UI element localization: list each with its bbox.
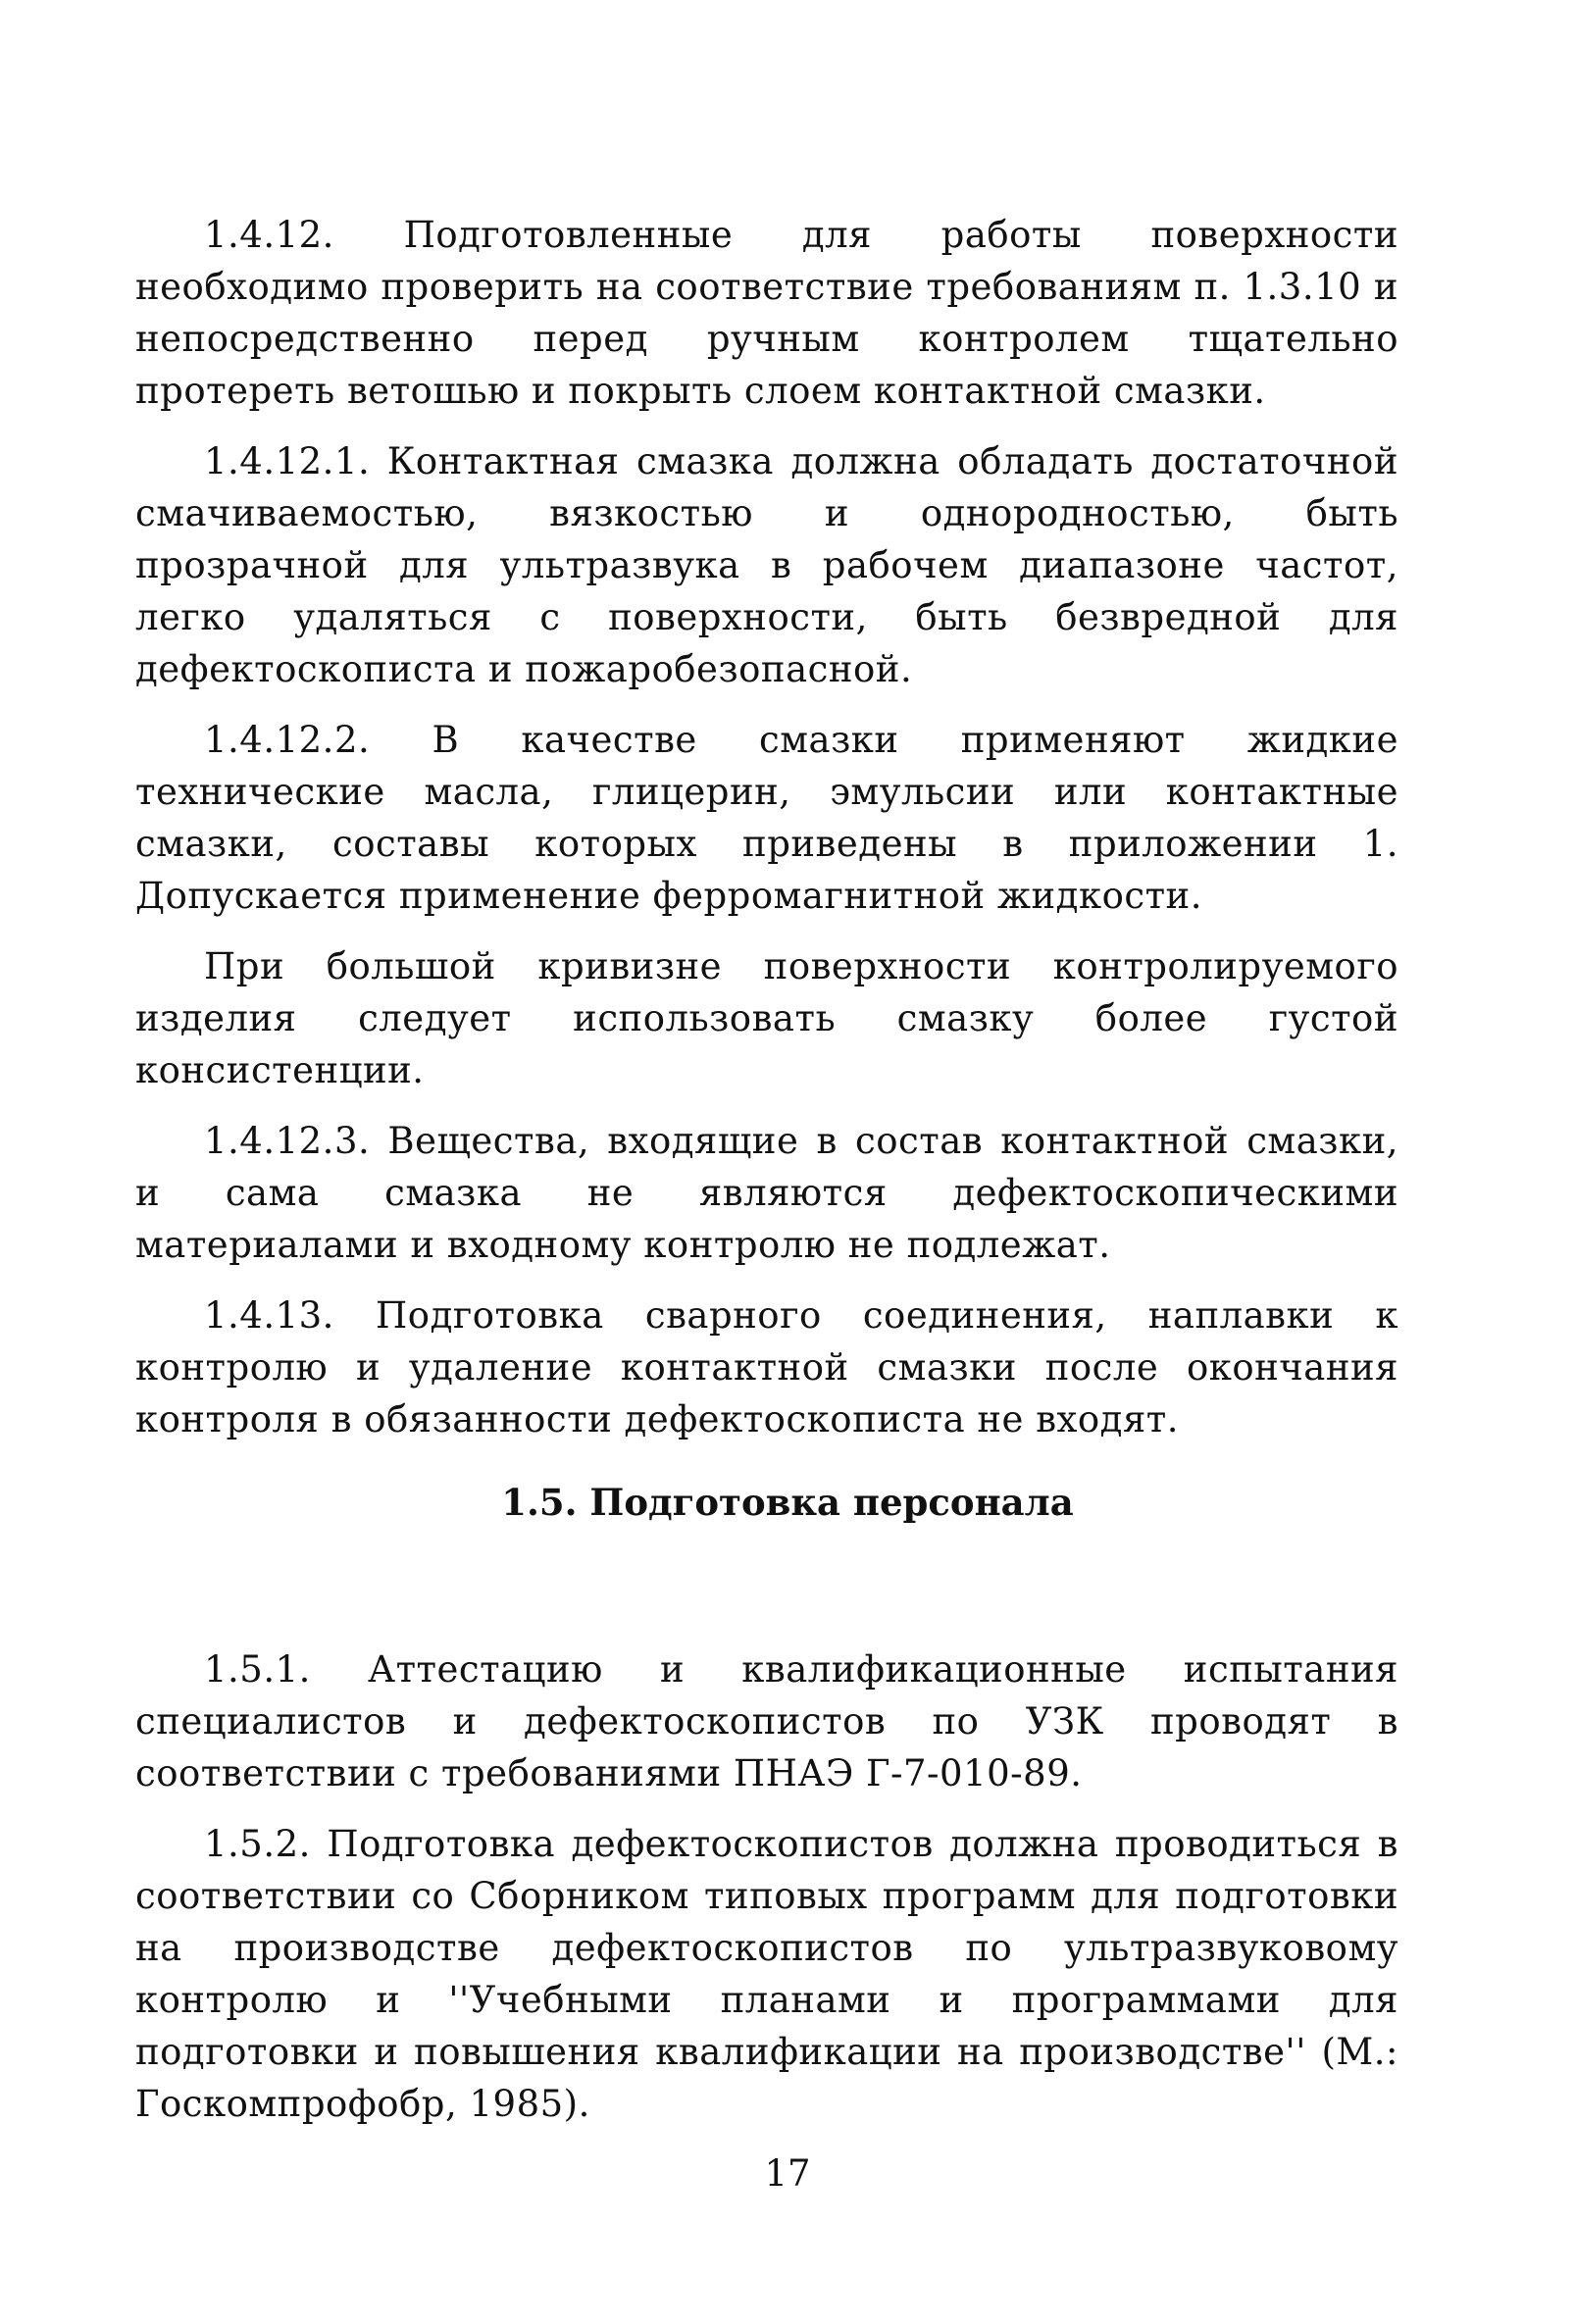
paragraph-1-4-12-1: 1.4.12.1. Контактная смазка должна обладать достаточной смачиваемостью, вязкостью и однородностью, быть прозрачной для ультразвука в рабочем диапазоне частот, легко удаляться с поверхности, быть безвредной для дефектоскописта и пожаробезопасной. (135, 440, 1398, 690)
paragraph-1-4-12-3: 1.4.12.3. Вещества, входящие в состав контактной смазки, и сама смазка не являются дефектоскопическими материалами и входному контролю не подлежат. (135, 1120, 1398, 1266)
page-number: 17 (764, 2152, 811, 2195)
paragraph-1-5-1: 1.5.1. Аттестацию и квалификационные испытания специалистов и дефектоскопистов по УЗК проводят в соответствии с требованиями ПНАЭ Г-7-010-89. (135, 1648, 1398, 1794)
section-1-4-body (135, 209, 1398, 1445)
paragraph-1-4-12: 1.4.12. Подготовленные для работы поверхности необходимо проверить на соответствие требованиям п. 1.3.10 и непосредственно перед ручным контролем тщательно протереть ветошью и покрыть слоем контактной смазки. (135, 214, 1398, 412)
paragraph-1-4-12-2: 1.4.12.2. В качестве смазки применяют жидкие технические масла, глицерин, эмульсии или контактные смазки, составы которых приведены в приложении 1. Допускается применение ферромагнитной жидкости. (135, 719, 1398, 917)
paragraph-1-4-13: 1.4.13. Подготовка сварного соединения, наплавки к контролю и удаление контактной смазки после окончания контроля в обязанности дефектоскописта не входят. (135, 1294, 1398, 1440)
section-1-5-body (135, 1643, 1398, 2130)
paragraph-curvature-note: При большой кривизне поверхности контролируемого изделия следует использовать смазку более густой консистенции. (135, 945, 1398, 1091)
paragraph-1-5-2: 1.5.2. Подготовка дефектоскопистов должна проводиться в соответствии со Сборником типовых программ для подготовки на производстве дефектоскопистов по ультразвуковому контролю и ''Учебными планами и программами для подготовки и повышения квалификации на производстве'' (М.: Госкомпрофобр, 1985). (135, 1823, 1398, 2125)
section-heading: 1.5. Подготовка персонала (501, 1481, 1074, 1524)
